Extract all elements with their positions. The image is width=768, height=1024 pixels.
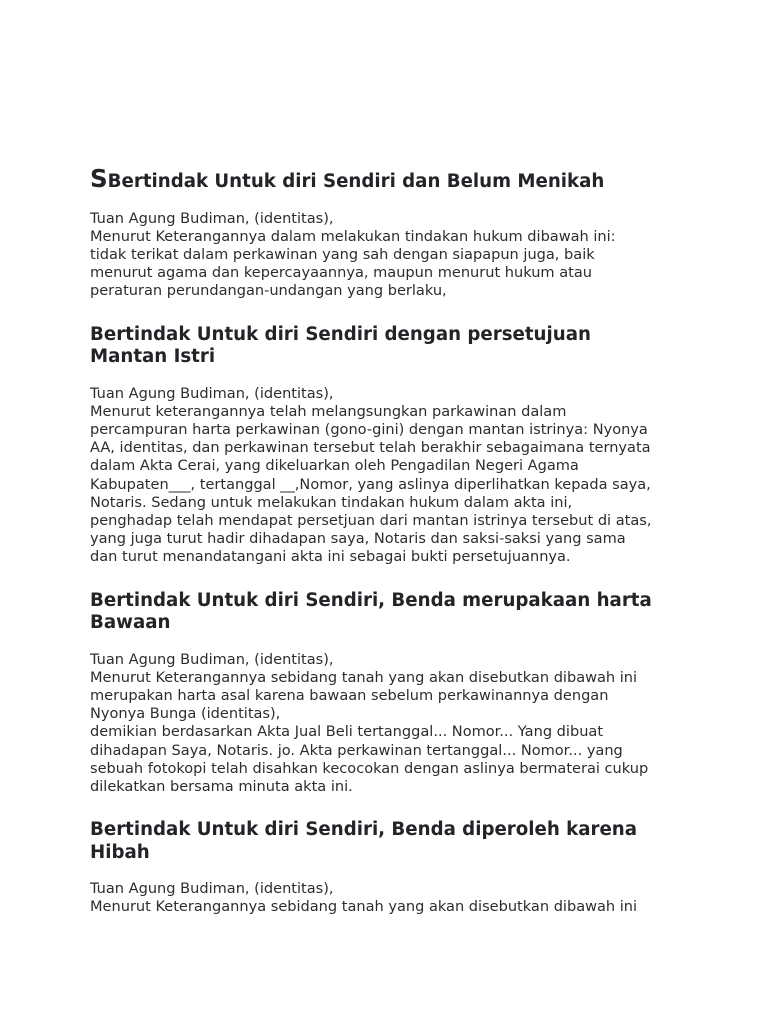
section-body-4: Tuan Agung Budiman, (identitas), Menurut Keterangannya sebidang tanah yang akan disebutkan dibawah ini bbox=[90, 880, 638, 916]
document-page bbox=[90, 164, 690, 917]
section-heading-4: Bertindak Untuk diri Sendiri, Benda diperoleh karena Hibah bbox=[90, 819, 638, 863]
section-heading-1 bbox=[90, 164, 690, 194]
section-heading-2: Bertindak Untuk diri Sendiri dengan persetujuan Mantan Istri bbox=[90, 323, 591, 368]
heading-drop-letter: S bbox=[90, 164, 108, 193]
heading-text: Bertindak Untuk diri Sendiri dan Belum Menikah bbox=[107, 171, 605, 192]
section-heading-3: Bertindak Untuk diri Sendiri, Benda merupakaan harta Bawaan bbox=[90, 589, 652, 634]
section-body-1: Tuan Agung Budiman, (identitas), Menurut Keterangannya dalam melakukan tindakan hukum dibawah ini: tidak terikat dalam perkawinan yang sah dengan siapapun juga, baik menurut agama dan kepercayaannya, maupun menurut hukum atau peraturan perundangan-undangan yang berlaku, bbox=[90, 209, 616, 300]
section-body-2: Tuan Agung Budiman, (identitas), Menurut keterangannya telah melangsungkan parkawinan dalam percampuran harta perkawinan (gono-gini) dengan mantan istrinya: Nyonya AA, identitas, dan perkawinan tersebut telah berakhir sebagaimana ternyata dalam Akta Cerai, yang dikeluarkan oleh Pengadilan Negeri Agama Kabupaten___, tertanggal __,Nomor, yang aslinya diperlihatkan kepada saya, Notaris. Sedang untuk melakukan tindakan hukum dalam akta ini, penghadap telah mendapat persetjuan dari mantan istrinya tersebut di atas, yang juga turut hadir dihadapan saya, Notaris dan saksi-saksi yang sama dan turut menandatangani akta ini sebagai bukti persetujuannya. bbox=[90, 384, 652, 566]
section-body-3: Tuan Agung Budiman, (identitas), Menurut Keterangannya sebidang tanah yang akan disebutkan dibawah ini merupakan harta asal karena bawaan sebelum perkawinannya dengan Nyonya Bunga (identitas), demikian berdasarkan Akta Jual Beli tertanggal... Nomor... Yang dibuat dihadapan Saya, Notaris. jo. Akta perkawinan tertanggal... Nomor... yang sebuah fotokopi telah disahkan kecocokan dengan aslinya bermaterai cukup dilekatkan bersama minuta akta ini. bbox=[90, 650, 649, 795]
